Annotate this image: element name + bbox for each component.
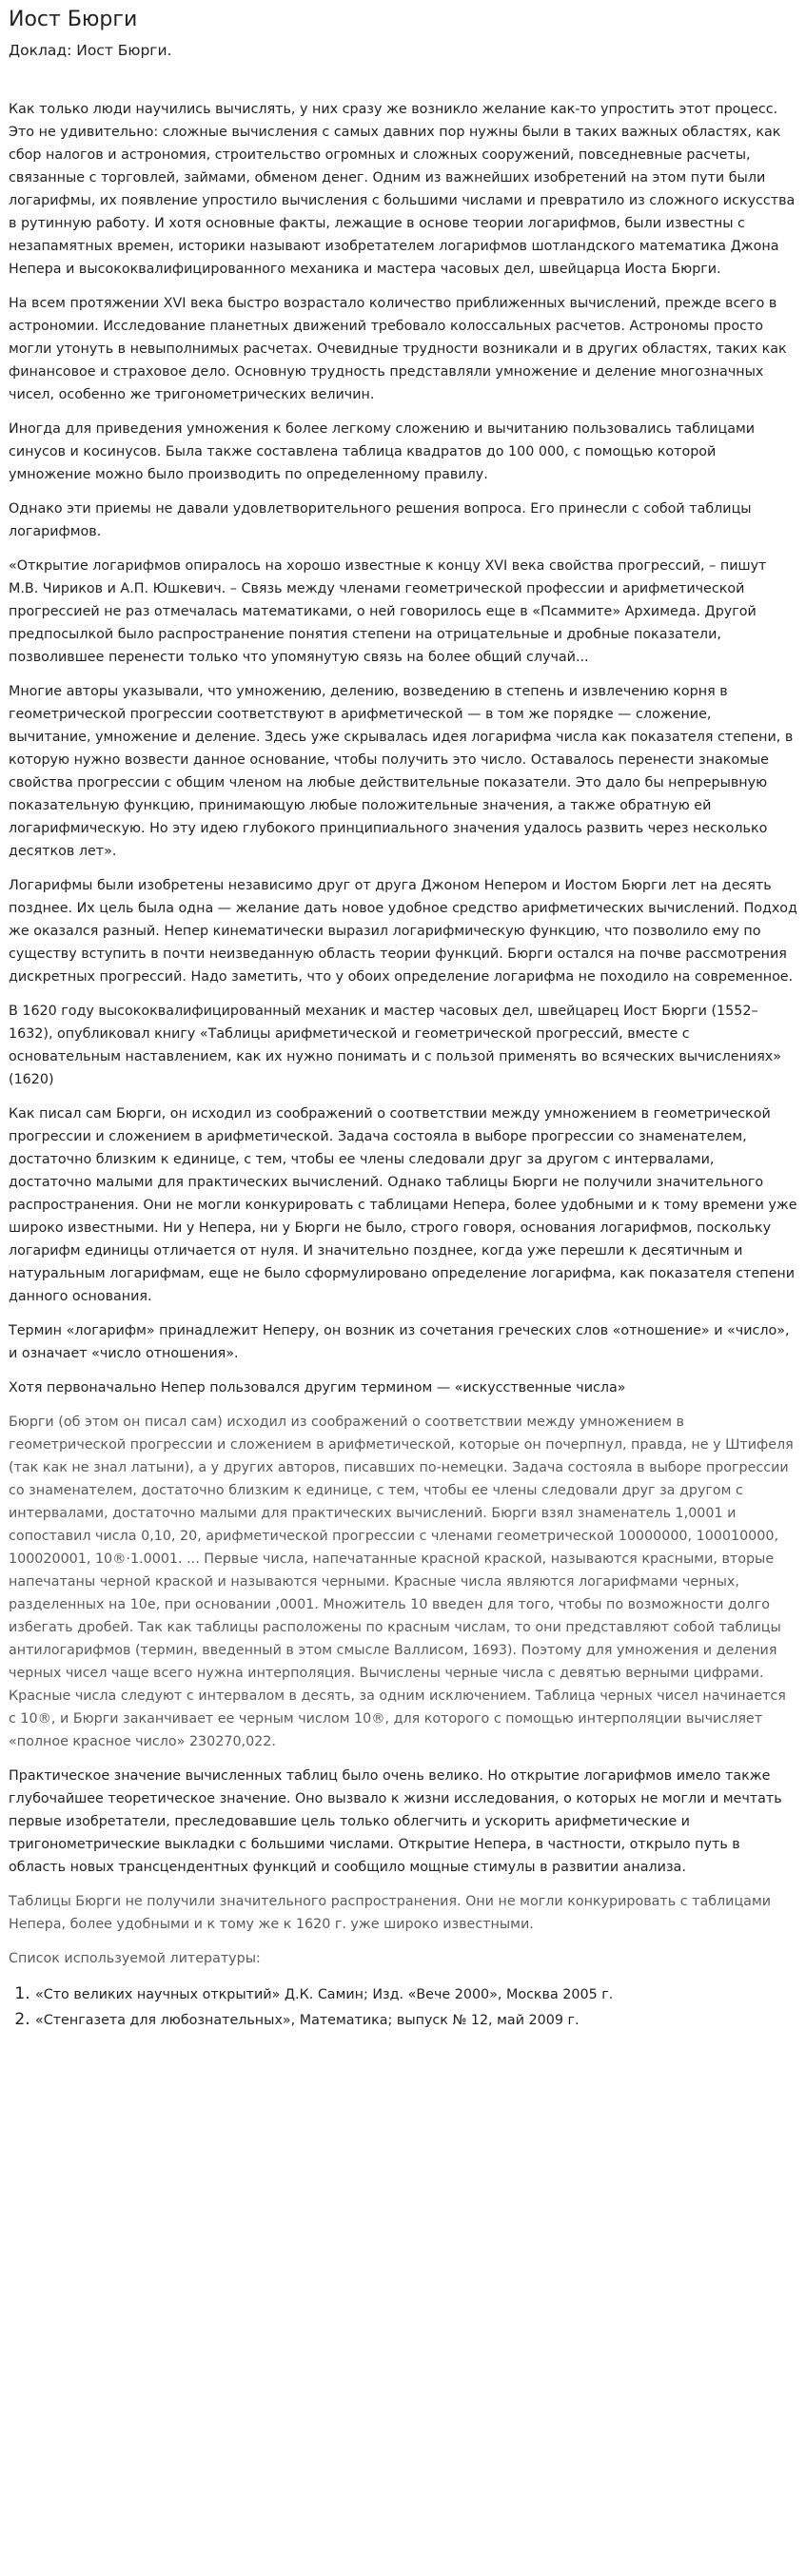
paragraph-14: Таблицы Бюрги не получили значительного распространения. Они не могли конкурировать с таблицами Непера, более удобными и к тому же к 1620 г. уже широко известными. (9, 1894, 772, 1932)
paragraph-6: Многие авторы указывали, что умножению, делению, возведению в степень и извлечению корня в геометрической прогрессии соответствуют в арифметической — в том же порядке — сложение, вычитание, умножение и деление. Здесь уже скрывалась идея логарифма числа как показателя степени, в которую нужно возвести данное основание, чтобы получить это число. Оставалось перенести знакомые свойства прогрессии с общим членом на любые действительные показатели. Это дало бы непрерывную показательную функцию, принимающую любые положительные значения, а также обратную ей логарифмическую. Но эту идею глубокого принципиального значения удалось развить через несколько десятков лет». (9, 684, 794, 859)
source-item: 1. «Сто великих научных открытий» Д.К. Самин; Изд. «Вече 2000», Москва 2005 г. (35, 1981, 797, 2007)
paragraph-2: На всем протяжении XVI века быстро возрастало количество приближенных вычислений, прежде всего в астрономии. Исследование планетных движений требовало колоссальных расчетов. Астрономы просто могли утонуть в невыполнимых расчетах. Очевидные трудности возникали и в других областях, таких как финансовое и страховое дело. Основную трудность представляли умножение и деление многозначных чисел, особенно же тригонометрических величин. (9, 296, 787, 402)
paragraph-10: Термин «логарифм» принадлежит Неперу, он возник из сочетания греческих слов «отношение» и «число», и означает «число отношения». (9, 1323, 790, 1361)
paragraph-1: Как только люди научились вычислять, у них сразу же возникло желание как-то упростить этот процесс. Это не удивительно: сложные вычисления с самых давних пор нужны были в таких важных областях, как сбор налогов и астрономия, строительство огромных и сложных сооружений, повседневные расчеты, связанные с торговлей, займами, обменом денег. Одним из важнейших изобретений на этом пути были логарифмы, их появление упростило вычисления с большими числами и превратило из сложного искусства в рутинную работу. И хотя основные факты, лежащие в основе теории логарифмов, были известны с незапамятных времен, историки называют изобретателем логарифмов шотландского математика Джона Непера и высококвалифицированного механика и мастера часовых дел, швейцарца Иоста Бюрги. (9, 102, 796, 277)
paragraph-8: В 1620 году высококвалифицированный механик и мастер часовых дел, швейцарец Иост Бюрги (1552–1632), опубликовал книгу «Таблицы арифметической и геометрической прогрессий, вместе с основательным наставлением, как их нужно понимать и с пользой применять во всяческих вычислениях» (1620) (9, 1004, 782, 1087)
paragraph-7: Логарифмы были изобретены независимо друг от друга Джоном Непером и Иостом Бюрги лет на десять позднее. Их цель была одна — желание дать новое удобное средство арифметических вычислений. Подход же оказался разный. Непер кинематически выразил логарифмическую функцию, что позволило ему по существу вступить в почти неизведанную область теории функций. Бюрги остался на почве рассмотрения дискретных прогрессий. Надо заметить, что у обоих определение логарифма не походило на современное. (9, 878, 797, 985)
paragraph-5: «Открытие логарифмов опиралось на хорошо известные к концу XVI века свойства прогрессий, – пишут М.В. Чириков и А.П. Юшкевич. – Связь между членами геометрической профессии и арифметической прогрессией не раз отмечалась математиками, о ней говорилось еще в «Псаммите» Архимеда. Другой предпосылкой было распространение понятия степени на отрицательные и дробные показатели, позволившее перенести только что упомянутую связь на более общий случай... (9, 558, 767, 665)
paragraph-11: Хотя первоначально Непер пользовался другим термином — «искусственные числа» (9, 1380, 626, 1395)
source-item: 2. «Стенгазета для любознательных», Математика; выпуск № 12, май 2009 г. (35, 2007, 797, 2033)
paragraph-12: Бюрги (об этом он писал сам) исходил из соображений о соответствии между умножением в геометрической прогрессии и сложением в арифметической, которые он почерпнул, правда, не у Штифеля (так как не знал латыни), а у других авторов, писавших по-немецки. Задача состояла в выборе прогрессии со знаменателем, достаточно близким к единице, с тем, чтобы ее члены следовали друг за другом с интервалами, достаточно малыми для практических вычислений. Бюрги взял знаменатель 1,0001 и сопоставил числа 0,10, 20, арифметической прогрессии с членами геометрической 10000000, 100010000, 100020001, 10®·1.0001. ... Первые числа, напечатанные красной краской, называются красными, вторые напечатаны черной краской и называются черными. Красные числа являются логарифмами черных, разделенных на 10е, при основании ,0001. Множитель 10 введен для того, чтобы по возможности долго избегать дробей. Так как таблицы расположены по красным числам, то они представляют собой таблицы антилогарифмов (термин, введенный в этом смысле Валлисом, 1693). Поэтому для умножения и деления черных чисел чаще всего нужна интерполяция. Вычислены черные числа с девятью верными цифрами. Красные числа следуют с интервалом в десять, за одним исключением. Таблица черных чисел начинается с 10®, и Бюрги заканчивает ее черным числом 10®, для которого с помощью интерполяции вычисляет «полное красное число» 230270,022. (9, 1415, 794, 1749)
sources-title: Список используемой литературы: (9, 1951, 261, 1966)
page-subtitle: Доклад: Иост Бюрги. (9, 42, 172, 59)
paragraph-4: Однако эти приемы не давали удовлетворительного решения вопроса. Его принесли с собой таблицы логарифмов. (9, 501, 752, 539)
paragraph-3: Иногда для приведения умножения к более легкому сложению и вычитанию пользовались таблицами синусов и косинусов. Была также составлена таблица квадратов до 100 000, с помощью которой умножение можно было производить по определенному правилу. (9, 421, 756, 482)
article-body (9, 98, 797, 2033)
paragraph-13: Практическое значение вычисленных таблиц было очень велико. Но открытие логарифмов имело также глубочайшее теоретическое значение. Оно вызвало к жизни исследования, о которых не могли и мечтать первые изобретатели, преследовавшие цель только облегчить и ускорить арифметические и тригонометрические выкладки с большими числами. Открытие Непера, в частности, открыло путь в область новых трансцендентных функций и сообщило мощные стимулы в развитии анализа. (9, 1768, 782, 1875)
sources-list (9, 1981, 797, 2033)
paragraph-9: Как писал сам Бюрги, он исходил из соображений о соответствии между умножением в геометрической прогрессии и сложением в арифметической. Задача состояла в выборе прогрессии со знаменателем, достаточно близким к единице, с тем, чтобы ее члены следовали друг за другом с интервалами, достаточно малыми для практических вычислений. Однако таблицы Бюрги не получили значительного распространения. Они не могли конкурировать с таблицами Непера, более удобными и к тому времени уже широко известными. Ни у Непера, ни у Бюрги не было, строго говоря, основания логарифмов, поскольку логарифм единицы отличается от нуля. И значительно позднее, когда уже перешли к десятичным и натуральным логарифмам, еще не было сформулировано определение логарифма, как показателя степени данного основания. (9, 1106, 797, 1304)
page-title: Иост Бюрги (9, 8, 138, 31)
